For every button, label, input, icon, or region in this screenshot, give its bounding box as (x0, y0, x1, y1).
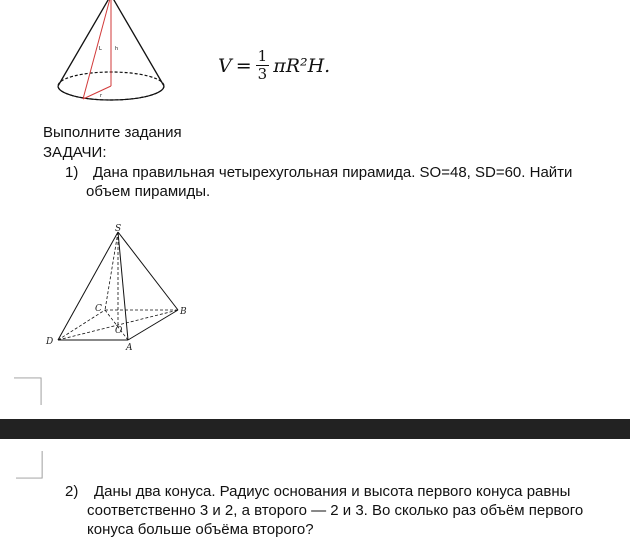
page-separator (0, 419, 630, 439)
formula-fraction (256, 48, 270, 83)
heading: Выполните задания (43, 124, 182, 141)
task2-number: 2) (65, 483, 79, 500)
task2-line3: конуса больше объёма второго? (87, 521, 314, 538)
pyramid-label-a: A (126, 343, 133, 353)
page-corner-mark-top (16, 451, 44, 479)
task2-line2: соответственно 3 и 2, а второго — 2 и 3. Во сколько раз объём первого (87, 502, 584, 519)
task2-line1: Даны два конуса. Радиус основания и высота первого конуса равны (94, 483, 571, 500)
formula-denominator: 3 (257, 65, 268, 83)
cone-label-slant: L (99, 46, 102, 52)
pyramid-label-s: S (115, 224, 122, 234)
volume-formula (218, 48, 330, 83)
task1-line1: Дана правильная четырехугольная пирамида. SO=48, SD=60. Найти (93, 164, 573, 181)
formula-numerator: 1 (257, 47, 268, 65)
formula-eq: = (235, 54, 252, 77)
pyramid-label-o: O (115, 326, 123, 336)
formula-rest: πR²H. (273, 54, 331, 77)
cone-label-radius: r (100, 93, 103, 99)
pyramid-diagram (40, 222, 200, 357)
pyramid-label-d: D (46, 337, 54, 347)
cone-diagram (55, 0, 175, 108)
page-corner-mark-bottom (14, 377, 42, 405)
formula-lhs: V (218, 54, 232, 77)
pyramid-label-c: C (95, 304, 102, 314)
task1-number: 1) (65, 164, 79, 181)
pyramid-label-b: B (180, 307, 187, 317)
task1-line2: объем пирамиды. (86, 183, 211, 200)
cone-label-height: h (115, 46, 119, 52)
tasks-title: ЗАДАЧИ: (43, 144, 107, 161)
